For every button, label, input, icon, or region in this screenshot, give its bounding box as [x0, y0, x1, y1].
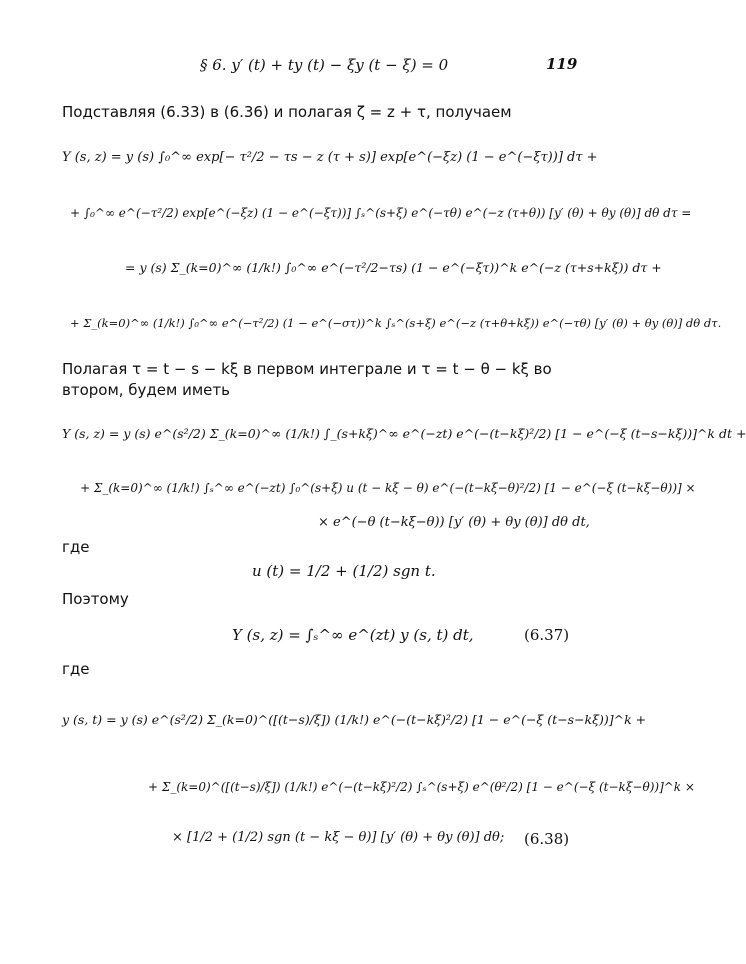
equation-line-10: y (s, t) = y (s) e^(s²/2) Σ_(k=0)^([(t−s)/ξ]) (1/k!) e^(−(t−kξ)²/2) [1 − e^(−ξ (t−s−kξ))]^k + [62, 712, 647, 727]
paragraph-4: Поэтому [62, 590, 129, 608]
equation-line-6: + Σ_(k=0)^∞ (1/k!) ∫ₛ^∞ e^(−zt) ∫₀^(s+ξ) u (t − kξ − θ) e^(−(t−kξ−θ)²/2) [1 − e^(−ξ (t−kξ−θ))] × [80, 481, 696, 495]
equation-line-8: u (t) = 1/2 + (1/2) sgn t. [252, 562, 436, 580]
equation-line-7: × e^(−θ (t−kξ−θ)) [y′ (θ) + θy (θ)] dθ dt, [318, 515, 590, 530]
paragraph-3: где [62, 538, 90, 556]
equation-line-11: + Σ_(k=0)^([(t−s)/ξ]) (1/k!) e^(−(t−kξ)²/2) ∫ₛ^(s+ξ) e^(θ²/2) [1 − e^(−ξ (t−kξ−θ))]^k × [148, 780, 695, 794]
running-header: § 6. y′ (t) + ty (t) − ξy (t − ξ) = 0 [200, 56, 449, 74]
equation-line-9: Y (s, z) = ∫ₛ^∞ e^(zt) y (s, t) dt, [232, 626, 474, 644]
paragraph-5: где [62, 660, 90, 678]
equation-number-6-38: (6.38) [524, 830, 570, 848]
equation-line-4: + Σ_(k=0)^∞ (1/k!) ∫₀^∞ e^(−τ²/2) (1 − e^(−στ))^k ∫ₛ^(s+ξ) e^(−z (τ+θ+kξ)) e^(−τθ) [y′ (θ) + θy (θ)] dθ dτ. [70, 316, 722, 330]
page-number: 119 [546, 55, 578, 73]
equation-line-2: + ∫₀^∞ e^(−τ²/2) exp[e^(−ξz) (1 − e^(−ξτ))] ∫ₛ^(s+ξ) e^(−τθ) e^(−z (τ+θ)) [y′ (θ) + θy (θ)] dθ dτ = [70, 206, 692, 220]
paragraph-1: Подставляя (6.33) в (6.36) и полагая ζ = z + τ, получаем [62, 103, 512, 121]
equation-line-12: × [1/2 + (1/2) sgn (t − kξ − θ)] [y′ (θ) + θy (θ)] dθ; [172, 830, 505, 845]
paragraph-2: Полагая τ = t − s − kξ в первом интеграле и τ = t − θ − kξ во втором, будем иметь [62, 360, 552, 399]
equation-line-1: Y (s, z) = y (s) ∫₀^∞ exp[− τ²/2 − τs − z (τ + s)] exp[e^(−ξz) (1 − e^(−ξτ))] dτ + [62, 150, 598, 165]
equation-number-6-37: (6.37) [524, 626, 570, 644]
equation-line-3: = y (s) Σ_(k=0)^∞ (1/k!) ∫₀^∞ e^(−τ²/2−τs) (1 − e^(−ξτ))^k e^(−z (τ+s+kξ)) dτ + [125, 260, 662, 275]
equation-line-5: Y (s, z) = y (s) e^(s²/2) Σ_(k=0)^∞ (1/k!) ∫_(s+kξ)^∞ e^(−zt) e^(−(t−kξ)²/2) [1 − e^(−ξ (t−s−kξ))]^k dt + [62, 426, 746, 441]
